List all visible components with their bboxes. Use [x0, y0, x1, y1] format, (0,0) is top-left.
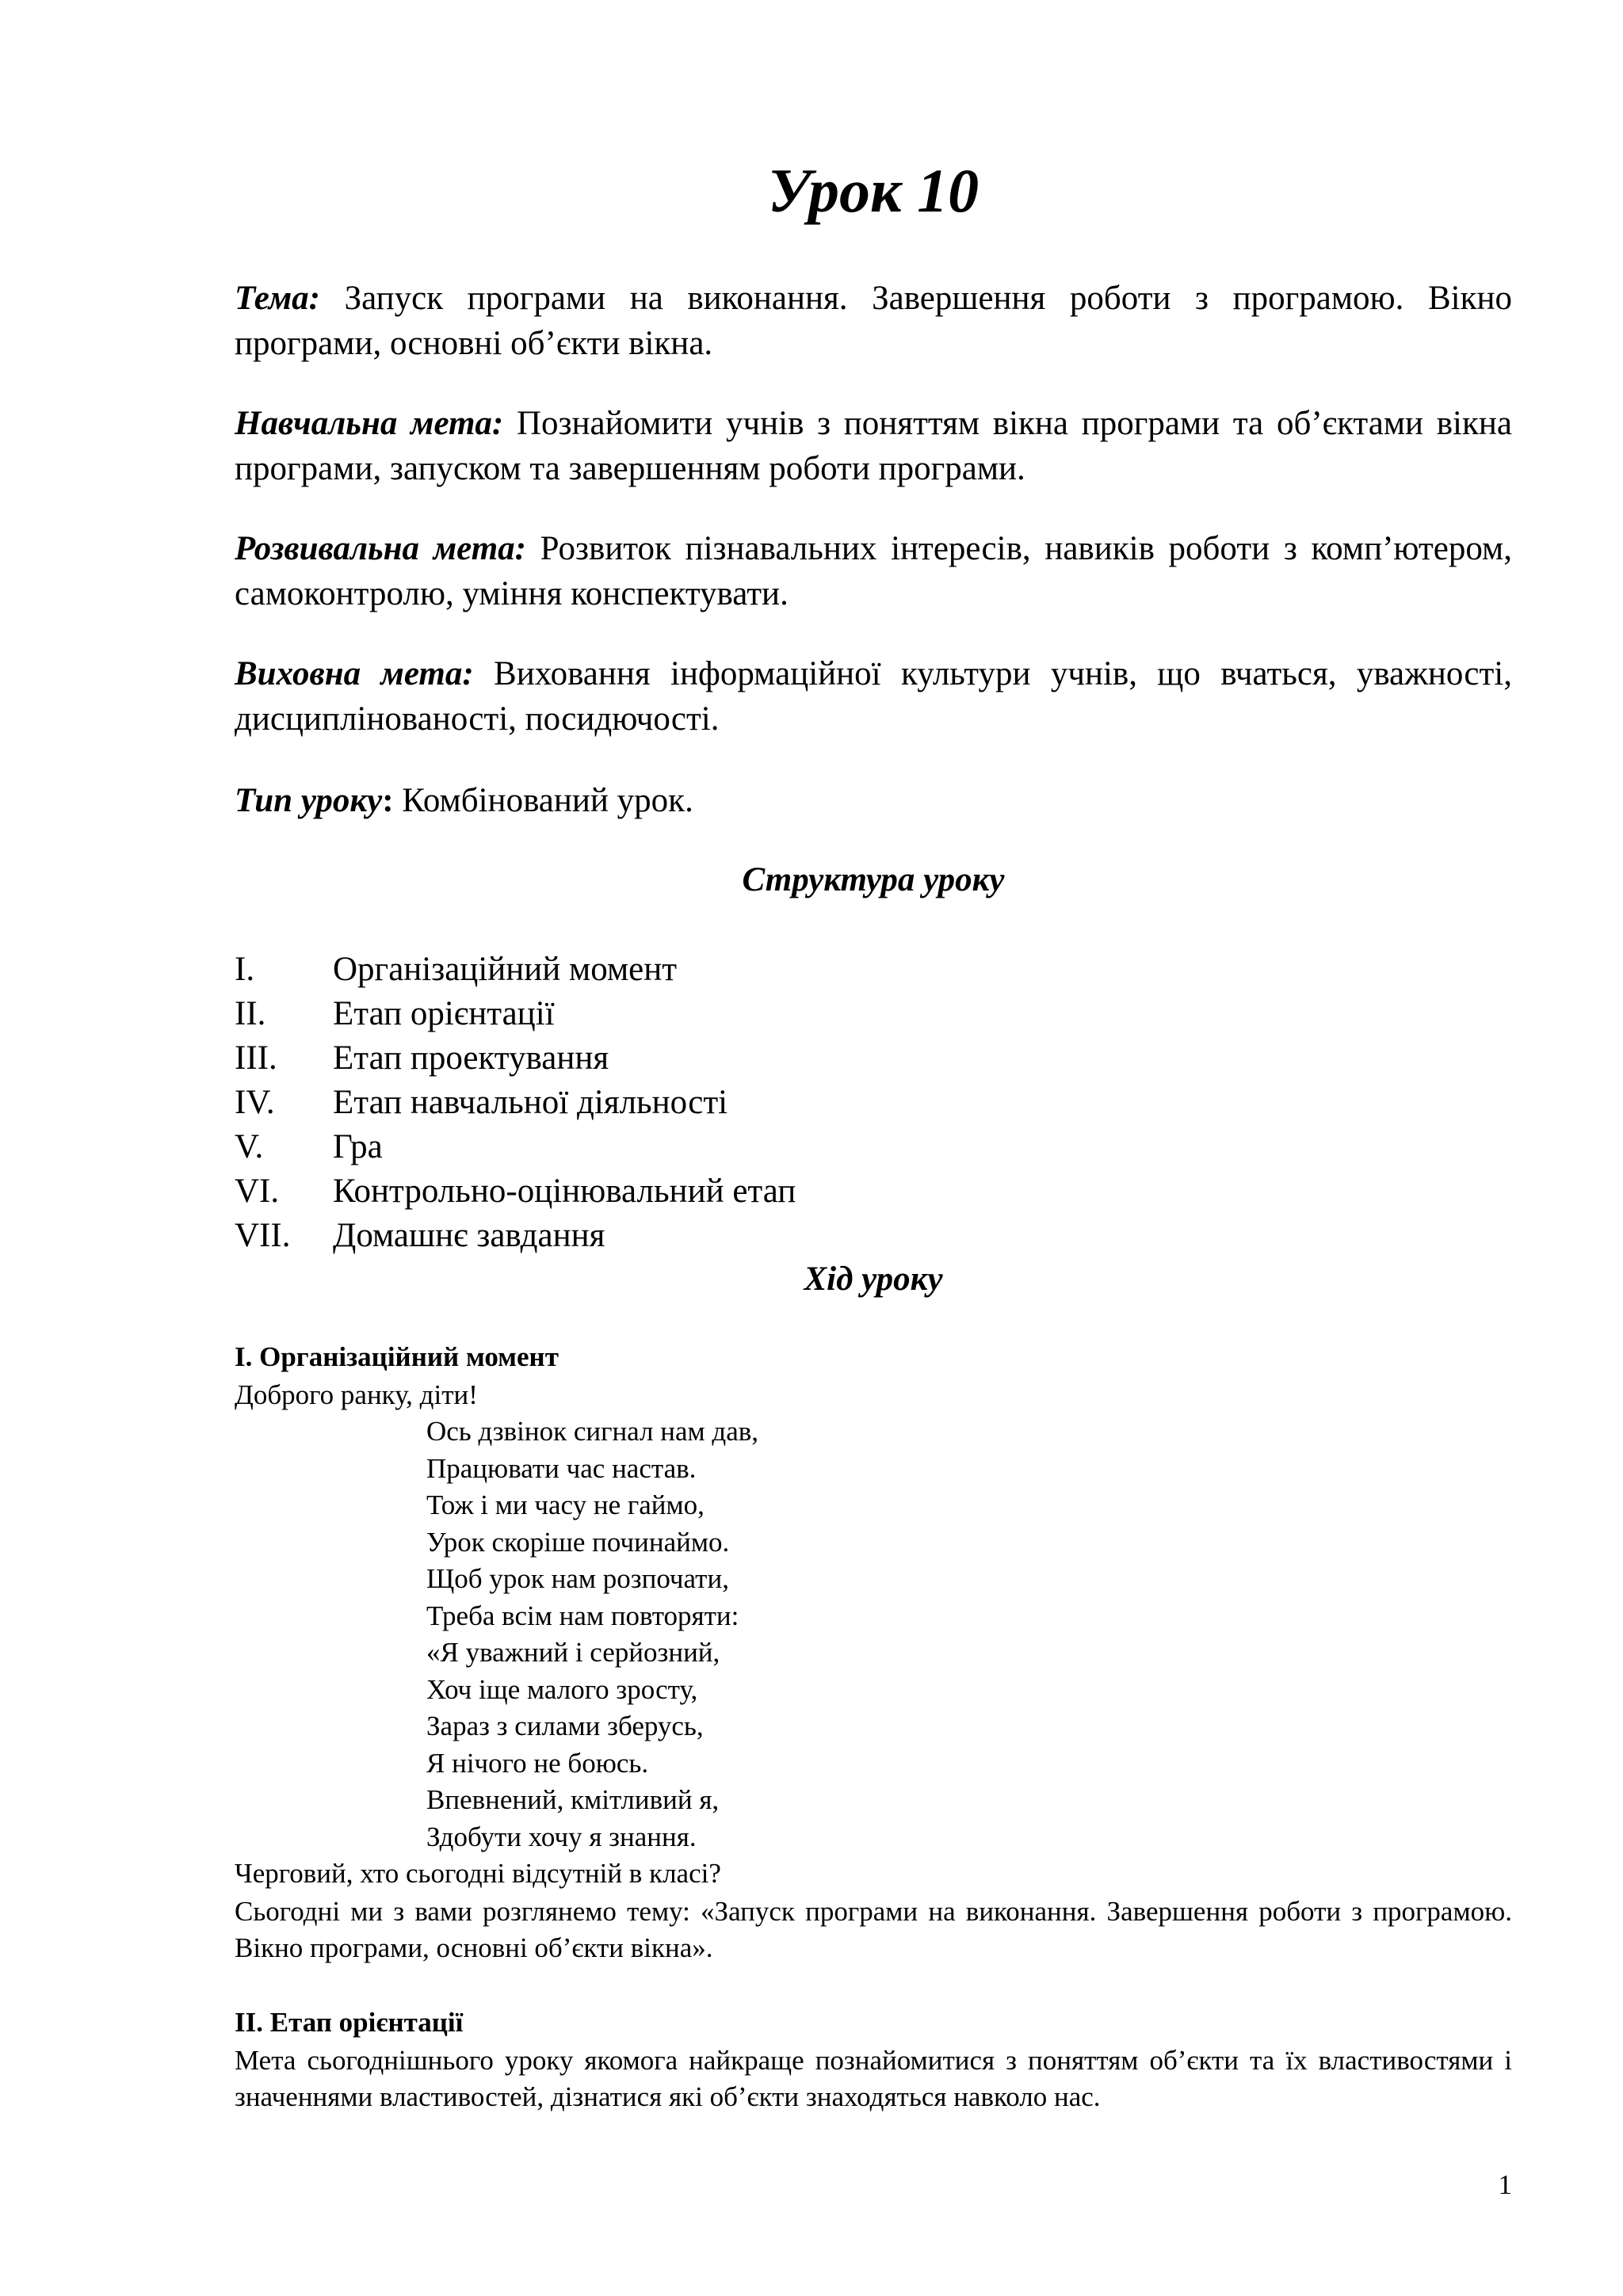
- poem-line: Тож і ми часу не гаймо,: [426, 1489, 705, 1520]
- poem-line: Ось дзвінок сигнал нам дав,: [426, 1416, 759, 1447]
- greeting-text: Доброго ранку, діти!: [235, 1379, 478, 1410]
- lesson-type-paragraph: [235, 778, 1512, 823]
- structure-item-label: Гра: [333, 1128, 383, 1165]
- structure-item-number: VI.: [235, 1173, 280, 1210]
- structure-item-label: Етап проектування: [333, 1039, 609, 1077]
- topic-paragraph: [235, 276, 1512, 366]
- poem-line: Урок скоріше починаймо.: [426, 1526, 730, 1558]
- structure-item-label: Організаційний момент: [333, 951, 678, 988]
- page-number: 1: [1498, 2169, 1512, 2200]
- section-1-heading: I. Організаційний момент: [235, 1341, 559, 1372]
- structure-item: [235, 1125, 796, 1169]
- developmental-goal-text: Розвиток пізнавальних інтересів, навиків роботи з комп’ютером, самоконтролю, уміння конспектувати.: [235, 530, 1512, 612]
- educational-goal-paragraph: [235, 401, 1512, 491]
- structure-item-number: IV.: [235, 1084, 275, 1121]
- structure-item-number: II.: [235, 995, 266, 1032]
- structure-item-label: Домашнє завдання: [333, 1217, 605, 1254]
- structure-item-number: III.: [235, 1039, 277, 1077]
- structure-item-label: Етап орієнтації: [333, 995, 555, 1032]
- upbringing-goal-label: Виховна мета:: [235, 655, 474, 692]
- attendance-question: Черговий, хто сьогодні відсутній в класі?: [235, 1858, 721, 1889]
- topic-text: Запуск програми на виконання. Завершення роботи з програмою. Вікно програми, основні об’єкти вікна.: [235, 280, 1512, 362]
- structure-item-label: Контрольно-оцінювальний етап: [333, 1173, 796, 1210]
- poem-line: Хоч іще малого зросту,: [426, 1673, 698, 1705]
- structure-item: [235, 1081, 796, 1125]
- poem-line: «Я уважний і серйозний,: [426, 1637, 720, 1668]
- poem-line: Впевнений, кмітливий я,: [426, 1784, 720, 1815]
- structure-item: [235, 948, 796, 992]
- structure-item: [235, 1214, 796, 1258]
- structure-item-number: V.: [235, 1128, 264, 1165]
- course-heading: Хід уроку: [804, 1261, 943, 1298]
- structure-item: [235, 1169, 796, 1214]
- section-2-text: Мета сьогоднішнього уроку якомога найкраще познайомитися з поняттям об’єкти та їх властивостями і значеннями властивостей, дізнатися які об’єкти знаходяться навколо нас.: [235, 2045, 1512, 2112]
- educational-goal-label: Навчальна мета:: [235, 405, 504, 442]
- developmental-goal-paragraph: [235, 526, 1512, 616]
- structure-item: [235, 1036, 796, 1081]
- poem-line: Зараз з силами зберусь,: [426, 1711, 704, 1741]
- structure-item-label: Етап навчальної діяльності: [333, 1084, 728, 1121]
- structure-item-number: VII.: [235, 1217, 291, 1254]
- poem-line: Працювати час настав.: [426, 1452, 697, 1484]
- developmental-goal-label: Розвивальна мета:: [235, 530, 526, 567]
- poem-line: Треба всім нам повторяти:: [426, 1600, 739, 1631]
- lesson-type-colon: :: [382, 782, 394, 819]
- poem-line: Я нічого не боюсь.: [426, 1747, 649, 1779]
- upbringing-goal-paragraph: [235, 651, 1512, 742]
- structure-item: [235, 992, 796, 1036]
- poem-line: Здобути хочу я знання.: [426, 1821, 697, 1852]
- document-page: [235, 0, 1512, 2296]
- topic-label: Тема:: [235, 280, 321, 317]
- lesson-title: Урок 10: [767, 156, 980, 225]
- poem: [426, 1413, 758, 1855]
- section-2-heading: II. Етап орієнтації: [235, 2007, 464, 2038]
- lesson-type-text: Комбінований урок.: [402, 782, 693, 819]
- structure-list: [235, 948, 796, 1258]
- structure-item-number: I.: [235, 951, 255, 988]
- poem-line: Щоб урок нам розпочати,: [426, 1563, 729, 1594]
- upbringing-goal-text: Виховання інформаційної культури учнів, що вчаться, уважності, дисциплінованості, посидючості.: [235, 655, 1513, 738]
- structure-heading: Структура уроку: [742, 861, 1005, 898]
- topic-intro-text: Сьогодні ми з вами розглянемо тему: «Запуск програми на виконання. Завершення роботи з програмою. Вікно програми, основні об’єкти вікна».: [235, 1896, 1512, 1963]
- educational-goal-text: Познайомити учнів з поняттям вікна програми та об’єктами вікна програми, запуском та завершенням роботи програми.: [235, 405, 1512, 487]
- lesson-type-label: Тип уроку: [235, 782, 383, 819]
